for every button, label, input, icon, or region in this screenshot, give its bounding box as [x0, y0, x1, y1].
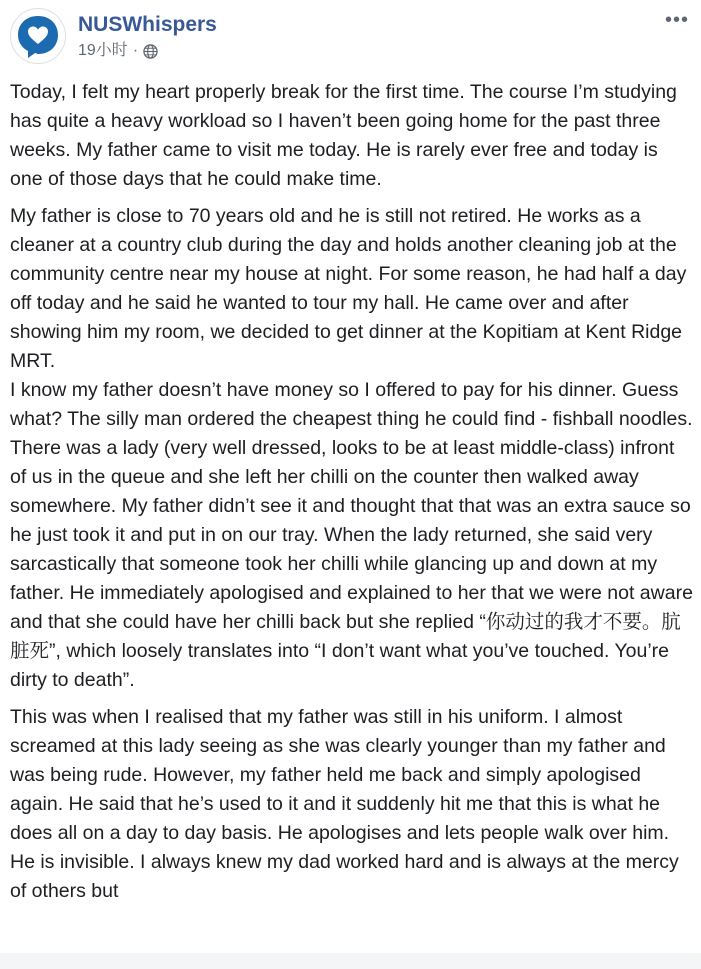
post-paragraph: This was when I realised that my father was still in his uniform. I almost screamed at this lady seeing as she was clearly younger than my father and was being rude. However, my father held me back and simply apologised again. He said that he’s used to it and it suddenly hit me that this is what he does all on a day to day basis. He apologises and lets people walk over him. He is invisible. I always knew my dad worked hard and is always at the mercy of others but: [10, 706, 679, 902]
more-horizontal-icon: •••: [664, 9, 689, 31]
post-meta: [78, 41, 158, 61]
more-options-button[interactable]: [665, 10, 689, 30]
globe-icon[interactable]: [143, 44, 158, 59]
avatar[interactable]: [10, 8, 66, 64]
heart-speech-bubble-icon: [13, 11, 63, 61]
post-text: [10, 78, 694, 906]
post-timestamp[interactable]: 19小时: [78, 42, 128, 59]
post-header: [10, 8, 691, 64]
post-paragraph: Today, I felt my heart properly break for the first time. The course I’m studying has quite a heavy workload so I haven’t been going home for the past three weeks. My father came to visit me today. He is rarely ever free and today is one of those days that he could make time.: [10, 81, 677, 190]
page-name-link[interactable]: NUSWhispers: [78, 13, 217, 36]
post-paragraph: I know my father doesn’t have money so I offered to pay for his dinner. Guess what? The silly man ordered the cheapest thing he could find - fishball noodles. There was a lady (very well dressed, looks to be at least middle-class) infront of us in the queue and she left her chilli on the counter then walked away somewhere. My father didn’t see it and thought that that was an extra sauce so he just took it and put in on our tray. When the lady returned, she said very sarcastically that someone took her chilli while glancing up and down at my father. He immediately apologised and explained to her that we were not aware and that she could have her chilli back but she replied “你动过的我才不要。肮脏死”, which loosely translates into “I don’t want what you’ve touched. You’re dirty to death”.: [10, 379, 693, 691]
post-bottom-edge: [0, 953, 701, 969]
meta-separator: ·: [132, 42, 139, 59]
post-paragraph: My father is close to 70 years old and he is still not retired. He works as a cleaner at a country club during the day and holds another cleaning job at the community centre near my house at night. For some reason, he had half a day off today and he said he wanted to tour my hall. He came over and after showing him my room, we decided to get dinner at the Kopitiam at Kent Ridge MRT.: [10, 205, 687, 372]
